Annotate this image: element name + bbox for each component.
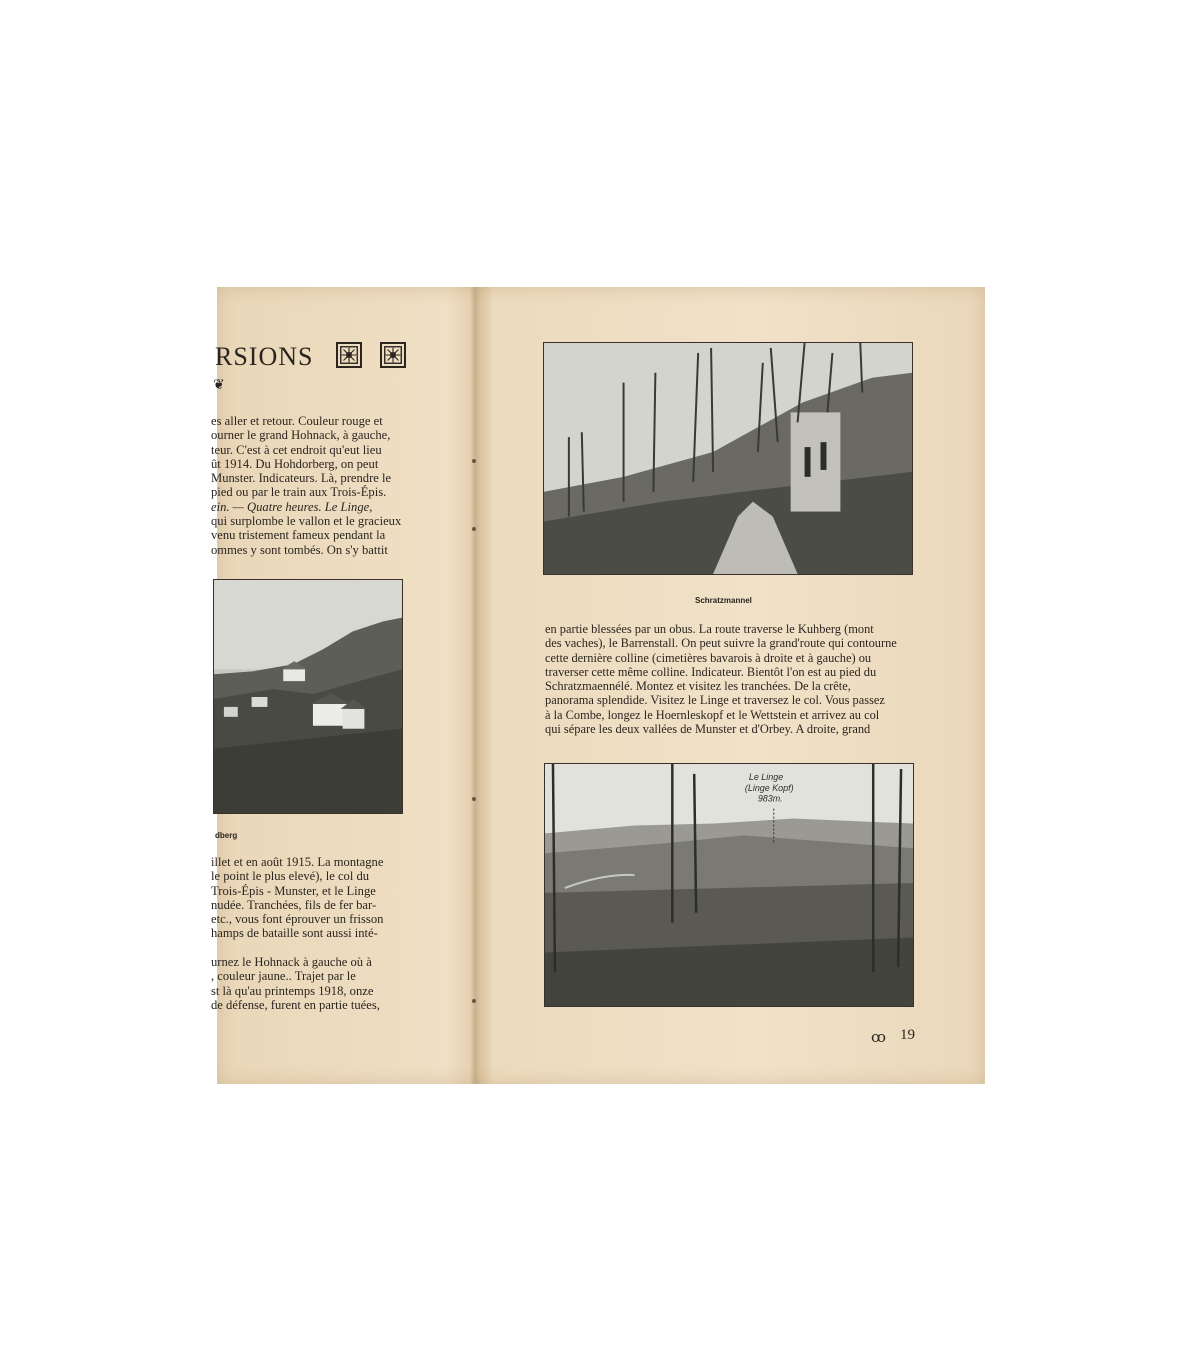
text-line — [211, 941, 405, 955]
annotation-text: Le Linge — [748, 771, 784, 782]
text-line: traverser cette même colline. Indicateur. Bientôt l'on est au pied du — [545, 664, 877, 679]
ornament-icon — [336, 342, 362, 368]
annotation-text: 983m. — [757, 793, 783, 804]
text-line: nudée. Tranchées, fils de fer bar- — [211, 897, 377, 912]
staple-hole — [472, 797, 476, 801]
text-line: des vaches), le Barrenstall. On peut suivre la grand'route qui contourne — [545, 636, 897, 651]
text-line: en partie blessées par un obus. La route traverse le Kuhberg (mont — [545, 622, 874, 636]
text-line: venu tristement fameux pendant la — [211, 528, 386, 543]
page-mark-icon: ꝏ — [871, 1030, 886, 1046]
text-line: hamps de bataille sont aussi inté- — [211, 926, 378, 941]
left-bottom-text — [211, 855, 405, 1012]
text-line: urnez le Hohnack à gauche où à — [211, 955, 372, 970]
text-line: ein. — Quatre heures. Le Linge, — [211, 499, 373, 514]
text-line: ût 1914. Du Hohdorberg, on peut — [211, 456, 379, 471]
page-number: 19 — [900, 1027, 915, 1043]
left-top-text — [211, 414, 405, 557]
text-line: le point le plus elevé), le col du — [211, 869, 370, 884]
page-title: RSIONS — [215, 342, 314, 371]
staple-hole — [472, 459, 476, 463]
text-line: qui sépare les deux vallées de Munster et d'Orbey. A droite, grand — [545, 722, 871, 737]
text-line: st là qu'au printemps 1918, onze — [211, 983, 374, 998]
flourish-icon: ❦ — [213, 378, 225, 393]
staple-hole — [472, 999, 476, 1003]
photo-caption: dberg — [215, 831, 238, 840]
text-line: à la Combe, longez le Hoernleskopf et le Wettstein et arrivez au col — [545, 707, 880, 722]
text-line: etc., vous font éprouver un frisson — [211, 912, 384, 927]
text-line: es aller et retour. Couleur rouge et — [211, 414, 383, 428]
ornament-icon — [380, 342, 406, 368]
photo-village — [213, 579, 403, 814]
text-line: Munster. Indicateurs. Là, prendre le — [211, 471, 392, 486]
text-line: ommes y sont tombés. On s'y battit — [211, 542, 388, 557]
text-line: pied ou par le train aux Trois-Épis. — [211, 485, 387, 500]
text-line: Schratzmaennélé. Montez et visitez les tranchées. De la crête, — [545, 679, 851, 694]
text-line: de défense, furent en partie tuées, — [211, 997, 380, 1012]
text-line: teur. C'est à cet endroit qu'eut lieu — [211, 442, 382, 457]
text-line: qui surplombe le vallon et le gracieux — [211, 514, 402, 529]
book-spread — [211, 287, 985, 1084]
photo-le-linge — [544, 763, 914, 1007]
text-line: Trois-Épis - Munster, et le Linge — [211, 883, 376, 898]
text-line: illet et en août 1915. La montagne — [211, 855, 384, 869]
staple-hole — [472, 527, 476, 531]
text-line: cette dernière colline (cimetières bavarois à droite et à gauche) ou — [545, 650, 872, 665]
text-line: , couleur jaune.. Trajet par le — [211, 969, 356, 984]
photo-caption: Schratzmannel — [695, 596, 752, 605]
photo-schratzmannel — [543, 342, 913, 575]
book-gutter — [470, 287, 480, 1084]
text-line: panorama splendide. Visitez le Linge et traversez le col. Vous passez — [545, 693, 885, 708]
text-line: ourner le grand Hohnack, à gauche, — [211, 428, 391, 443]
annotation-text: (Linge Kopf) — [744, 782, 794, 793]
right-body-text — [545, 622, 915, 736]
